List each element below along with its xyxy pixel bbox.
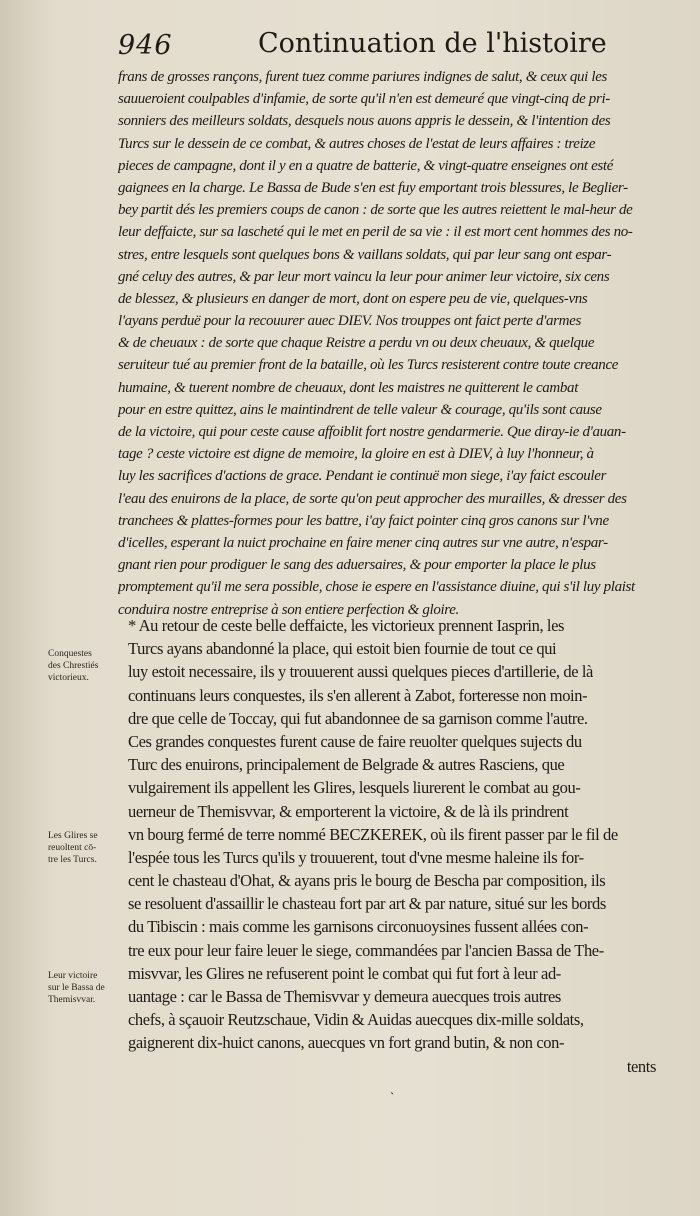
text-line: dre que celle de Toccay, qui fut abandonnee de sa garnison comme l'autre. bbox=[128, 708, 588, 728]
text-line: humaine, & tuerent nombre de cheuaux, dont les maistres ne quitterent le cambat bbox=[118, 379, 579, 396]
text-line: uantage : car le Bassa de Themisvvar y demeura auecques trois autres bbox=[128, 987, 561, 1006]
marginal-line: sur le Bassa de bbox=[48, 983, 105, 993]
marginal-line: Themisvvar. bbox=[48, 995, 96, 1005]
marginal-line: Conquestes bbox=[48, 649, 92, 659]
text-line: continuans leurs conquestes, ils s'en allerent à Zabot, forteresse non moin- bbox=[128, 685, 588, 705]
text-line: l'espée tous les Turcs qu'ils y trouuerent, tout d'vne mesme haleine ils for- bbox=[128, 847, 584, 867]
italic-letter-text bbox=[118, 66, 648, 621]
text-line: l'ayans perduë pour la recouurer auec DIEV. Nos trouppes ont faict perte d'armes bbox=[118, 313, 581, 330]
text-line: & de cheuaux : de sorte que chaque Reistre a perdu vn ou deux cheuaux, & quelque bbox=[118, 335, 595, 352]
text-line: promptement qu'il me sera possible, chose ie espere en l'assistance diuine, qui s'il luy plaist bbox=[118, 579, 635, 596]
page-number: 946 bbox=[118, 30, 173, 61]
roman-narrative-text bbox=[128, 614, 656, 1078]
text-line: tre eux pour leur faire leuer le siege, commandées par l'ancien Bassa de The- bbox=[128, 940, 604, 960]
text-line: tage ? ceste victoire est digne de memoire, la gloire en est à DIEV, à luy l'honneur, à bbox=[118, 446, 594, 463]
text-line: pour en estre quittez, ains le maintindrent de telle valeur & courage, qu'ils sont cause bbox=[118, 401, 602, 418]
text-line: tranchees & plattes-formes pour les battre, i'ay faict pointer cinq gros canons sur l'vne bbox=[118, 512, 609, 529]
text-line: tents bbox=[626, 1056, 656, 1076]
marginal-line: Leur victoire bbox=[48, 971, 98, 981]
text-line: du Tibiscin : mais comme les garnisons circonuoysines fussent allées con- bbox=[128, 917, 589, 937]
text-line: vn bourg fermé de terre nommé BECZKEREK, où ils firent passer par le fil de bbox=[128, 824, 618, 844]
text-line: vulgairement ils appellent les Glires, lesquels liurerent le combat au gou- bbox=[128, 778, 581, 798]
marginal-line: reuoltent cō- bbox=[48, 843, 97, 853]
marginal-note-conquests bbox=[48, 648, 130, 684]
marginal-note-glires-revolt bbox=[48, 830, 130, 866]
text-line: bey partit dés les premiers coups de canon : de sorte que les autres reiettent le mal-heur de bbox=[118, 202, 633, 219]
text-line: frans de grosses rançons, furent tuez comme pariures indignes de salut, & ceux qui les bbox=[118, 69, 608, 85]
text-line: luy estoit necessaire, ils y trouuerent aussi quelques pieces d'artillerie, de là bbox=[128, 662, 593, 682]
text-line: Ces grandes conquestes furent cause de faire reuolter quelques sujects du bbox=[128, 731, 582, 751]
text-line: Turc des enuirons, principalement de Belgrade & autres Rasciens, que bbox=[128, 755, 565, 775]
page-header bbox=[118, 24, 607, 64]
text-line: uerneur de Themisvvar, & emporterent la victoire, & de là ils prindrent bbox=[128, 801, 569, 821]
text-line: stres, entre lesquels sont quelques bons & vaillans soldats, qui par leur sang ont espar- bbox=[118, 246, 612, 263]
text-line: seruiteur tué au premier front de la bataille, où les Turcs resisterent contre toute creance bbox=[118, 357, 619, 374]
text-line: gaignerent dix-huict canons, auecques vn fort grand butin, & non con- bbox=[128, 1033, 565, 1053]
text-line: l'eau des enuirons de la place, de sorte qu'on peut approcher des murailles, & dresser des bbox=[118, 490, 627, 507]
text-line: de blessez, & plusieurs en danger de mort, dont on espere peu de vie, quelques-vns bbox=[118, 290, 588, 307]
marginal-line: victorieux. bbox=[48, 673, 89, 683]
text-line: luy les sacrifices d'actions de grace. Pendant ie continuë mon siege, i'ay faict escouler bbox=[118, 468, 607, 485]
running-title: Continuation de l'histoire bbox=[258, 28, 607, 59]
text-line: de la victoire, qui pour ceste cause affoiblit fort nostre gendarmerie. Que diray-ie d'auan- bbox=[118, 424, 626, 440]
text-line: gné celuy des autres, & par leur mort vaincu la leur pour animer leur victoire, six cens bbox=[118, 268, 610, 285]
text-line: gnant rien pour prodiguer le sang des aduersaires, & pour emporter la place le plus bbox=[118, 557, 596, 574]
text-line: Turcs ayans abandonné la place, qui estoit bien fournie de tout ce qui bbox=[128, 639, 557, 659]
marginal-line: tre les Turcs. bbox=[48, 855, 97, 865]
text-line: chefs, à sçauoir Reutzschaue, Vidin & Auidas auecques dix-mille soldats, bbox=[128, 1010, 584, 1030]
text-line: conduira nostre entreprise à son entiere perfection & gloire. bbox=[118, 601, 459, 618]
marginal-note-victory bbox=[48, 970, 130, 1006]
text-line: Turcs sur le dessein de ce combat, & autres choses de l'estat de leurs affaires : treize bbox=[118, 135, 596, 152]
footer-mark: ˎ bbox=[390, 1081, 395, 1096]
text-line: d'icelles, esperant la nuict prochaine en faire mener cinq autres sur vne autre, n'espar- bbox=[118, 534, 608, 551]
text-line: leur deffaicte, sur sa lascheté qui le met en peril de sa vie : il est mort cent hommes des no- bbox=[118, 224, 633, 241]
text-line: pieces de campagne, dont il y en a quatre de batterie, & vingt-quatre enseignes ont esté bbox=[118, 157, 614, 174]
text-line: misvvar, les Glires ne refuserent point le combat qui fut fort à leur ad- bbox=[128, 963, 561, 983]
text-line: gaignees en la charge. Le Bassa de Bude s'en est fuy emportant trois blessures, le Beglier- bbox=[118, 179, 628, 196]
text-line: sonniers des meilleurs soldats, desquels nous auons appris le dessein, & l'intention des bbox=[118, 113, 611, 130]
text-line: cent le chasteau d'Ohat, & ayans pris le bourg de Beschа par composition, ils bbox=[128, 871, 606, 891]
marginal-line: des Chrestiés bbox=[48, 661, 99, 671]
marginal-line: Les Glires se bbox=[48, 831, 98, 841]
text-line: sauueroient coulpables d'infamie, de sorte qu'il n'en est demeuré que vingt-cinq de pri- bbox=[118, 91, 610, 108]
text-line: * Au retour de ceste belle deffaicte, les victorieux prennent Iasprin, les bbox=[128, 616, 565, 635]
text-line: se resoluent d'assaillir le chasteau fort par art & par nature, situé sur les bords bbox=[128, 894, 606, 914]
